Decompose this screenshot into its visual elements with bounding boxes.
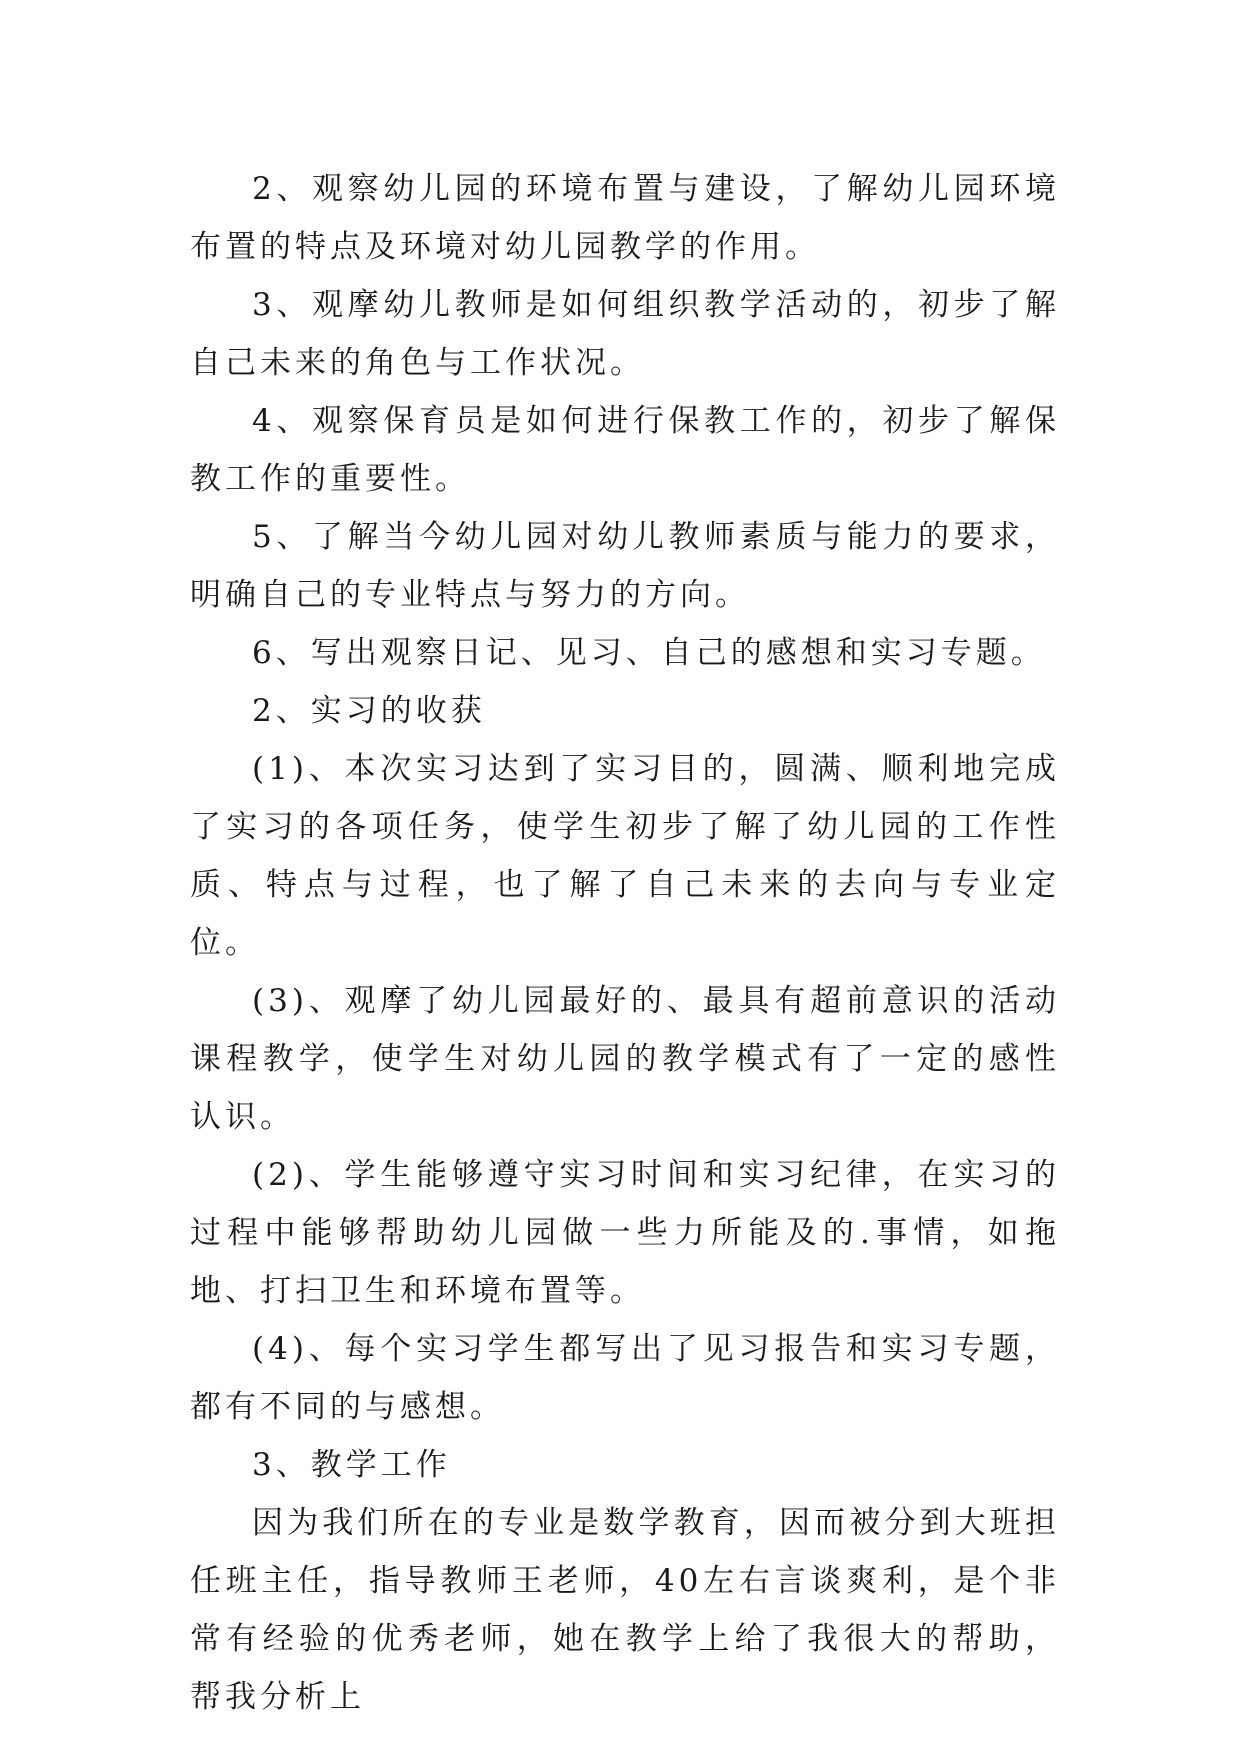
paragraph: 5、了解当今幼儿园对幼儿教师素质与能力的要求，明确自己的专业特点与努力的方向。 xyxy=(190,519,1060,613)
paragraph: (1)、本次实习达到了实习目的，圆满、顺利地完成了实习的各项任务，使学生初步了解了幼儿园的工作性质、特点与过程，也了解了自己未来的去向与专业定位。 xyxy=(190,751,1060,961)
paragraph: (2)、学生能够遵守实习时间和实习纪律，在实习的过程中能够帮助幼儿园做一些力所能及的.事情，如拖地、打扫卫生和环境布置等。 xyxy=(190,1157,1060,1309)
paragraph: 因为我们所在的专业是数学教育，因而被分到大班担任班主任，指导教师王老师，40左右言谈爽利，是个非常有经验的优秀老师，她在教学上给了我很大的帮助，帮我分析上 xyxy=(190,1505,1060,1715)
section-heading: 3、教学工作 xyxy=(252,1447,451,1483)
paragraph: 4、观察保育员是如何进行保教工作的，初步了解保教工作的重要性。 xyxy=(190,403,1060,497)
paragraph: 2、观察幼儿园的环境布置与建设，了解幼儿园环境布置的特点及环境对幼儿园教学的作用。 xyxy=(190,171,1060,265)
paragraph: 6、写出观察日记、见习、自己的感想和实习专题。 xyxy=(252,635,1046,671)
section-heading: 2、实习的收获 xyxy=(252,693,486,729)
document-body xyxy=(190,160,1060,1726)
paragraph: (4)、每个实习学生都写出了见习报告和实习专题，都有不同的与感想。 xyxy=(190,1331,1060,1425)
paragraph: (3)、观摩了幼儿园最好的、最具有超前意识的活动课程教学，使学生对幼儿园的教学模式有了一定的感性认识。 xyxy=(190,983,1060,1135)
paragraph: 3、观摩幼儿教师是如何组织教学活动的，初步了解自己未来的角色与工作状况。 xyxy=(190,287,1060,381)
